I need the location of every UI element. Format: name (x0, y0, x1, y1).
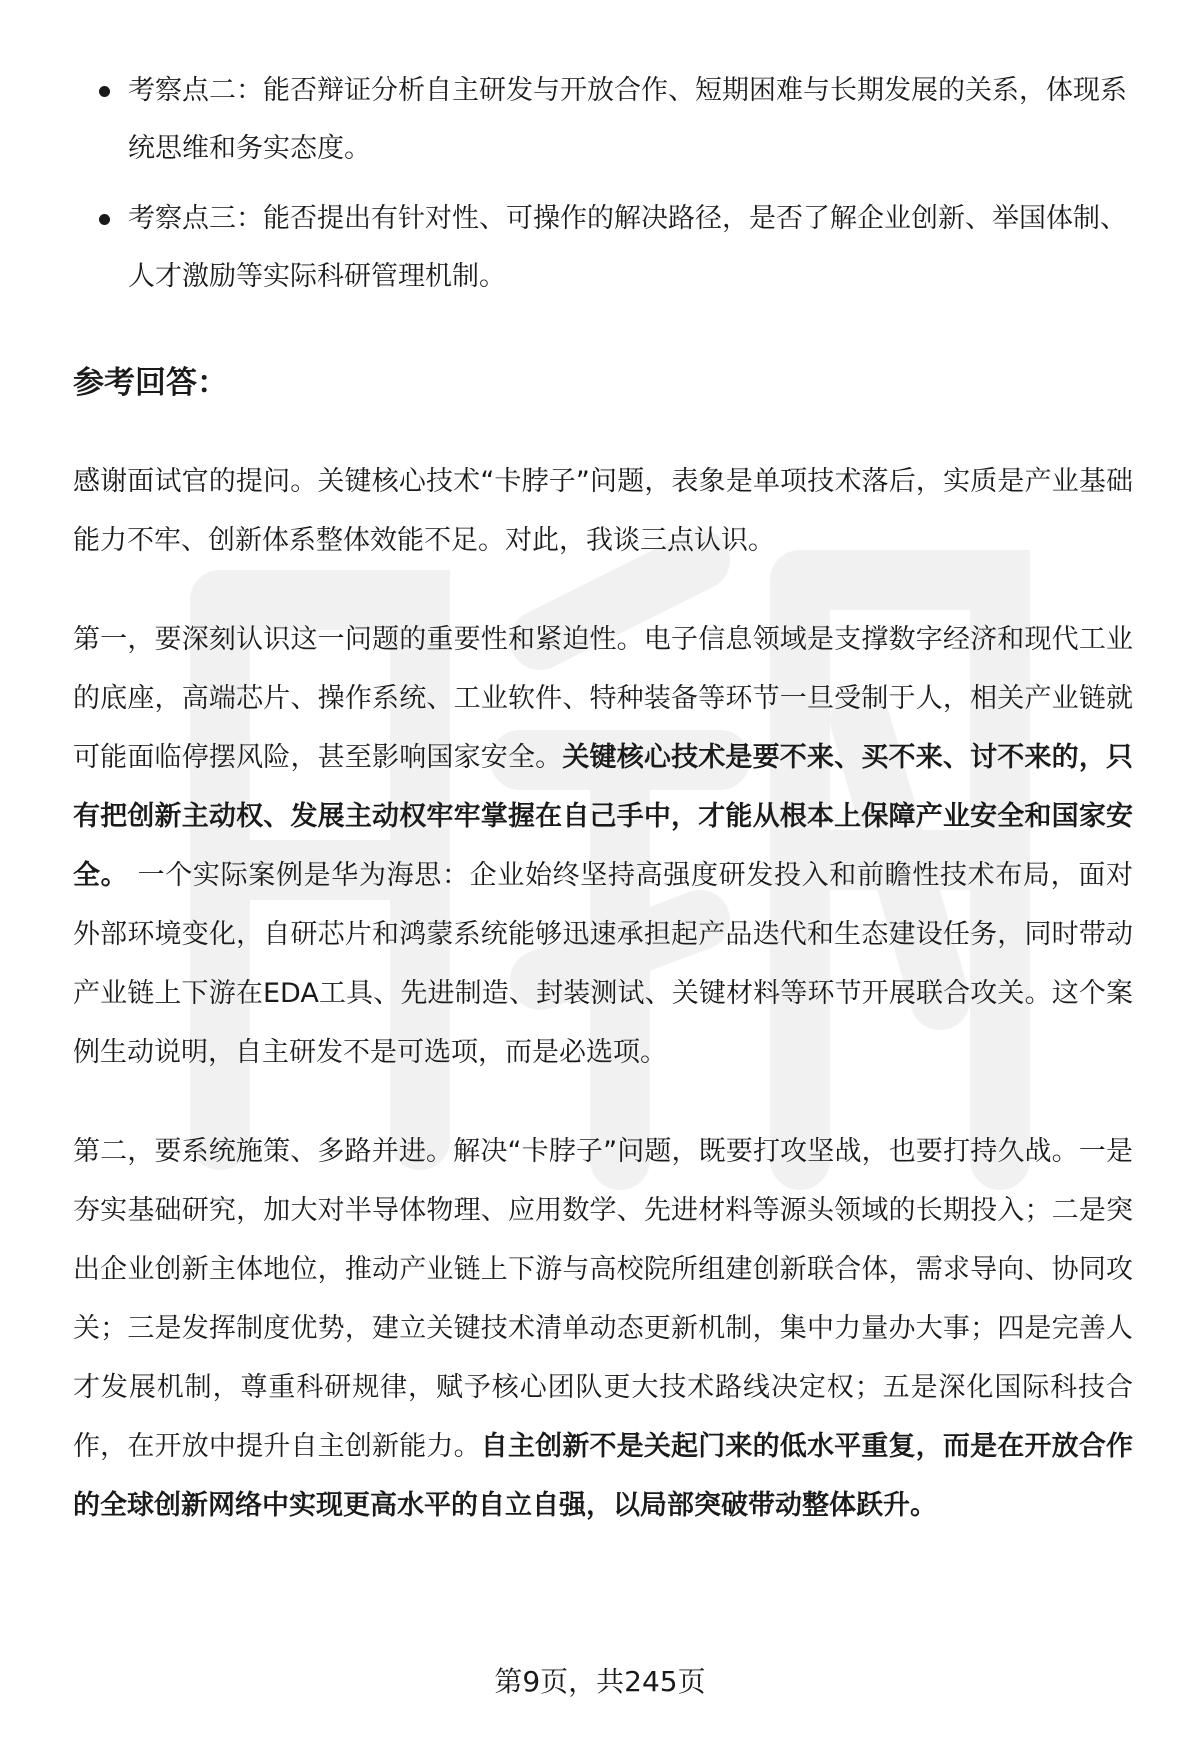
list-item (73, 62, 1133, 178)
paragraph-text: 第一，要深刻认识这一问题的重要性和紧迫性。电子信息领域是支撑数字经济和现代工业的底座，高端芯片、操作系统、工业软件、特种装备等环节一旦受制于人，相关产业链就可能面临停摆风险，甚至影响国家安全。 (73, 624, 1133, 773)
exam-points-list (73, 62, 1133, 306)
list-item (73, 190, 1133, 306)
document-page (73, 62, 1133, 1535)
paragraph-emphasis: 关键核心技术是要不来、买不来、讨不来的，只有把创新主动权、发展主动权牢牢掌握在自己手中，才能从根本上保障产业安全和国家安全。 (73, 742, 1134, 891)
bullet-icon (99, 214, 110, 225)
paragraph-second-point (73, 1122, 1133, 1535)
paragraph-text: 一个实际案例是华为海思：企业始终坚持高强度研发投入和前瞻性技术布局，面对外部环境变化，自研芯片和鸿蒙系统能够迅速承担起产品迭代和生态建设任务，同时带动产业链上下游在EDA工具、先进制造、封装测试、关键材料等环节开展联合攻关。这个案例生动说明，自主研发不是可选项，而是必选项。 (73, 860, 1133, 1068)
page-footer: 第9页，共245页 (494, 1665, 706, 1698)
paragraph-intro (73, 452, 1133, 570)
bullet-icon (99, 86, 110, 97)
paragraph-emphasis: 自主创新不是关起门来的低水平重复，而是在开放合作的全球创新网络中实现更高水平的自立自强，以局部突破带动整体跃升。 (73, 1431, 1134, 1521)
list-item-text: 考察点二：能否辩证分析自主研发与开放合作、短期困难与长期发展的关系，体现系统思维和务实态度。 (128, 75, 1127, 164)
paragraph-first-point (73, 610, 1133, 1082)
paragraph-text: 感谢面试官的提问。关键核心技术“卡脖子”问题，表象是单项技术落后，实质是产业基础能力不牢、创新体系整体效能不足。对此，我谈三点认识。 (73, 466, 1133, 556)
section-title: 参考回答： (73, 365, 228, 401)
paragraph-text: 第二，要系统施策、多路并进。解决“卡脖子”问题，既要打攻坚战，也要打持久战。一是夯实基础研究，加大对半导体物理、应用数学、先进材料等源头领域的长期投入；二是突出企业创新主体地位，推动产业链上下游与高校院所组建创新联合体，需求导向、协同攻关；三是发挥制度优势，建立关键技术清单动态更新机制，集中力量办大事；四是完善人才发展机制，尊重科研规律，赋予核心团队更大技术路线决定权；五是深化国际科技合作，在开放中提升自主创新能力。 (73, 1136, 1133, 1462)
list-item-text: 考察点三：能否提出有针对性、可操作的解决路径，是否了解企业创新、举国体制、人才激励等实际科研管理机制。 (128, 203, 1127, 292)
